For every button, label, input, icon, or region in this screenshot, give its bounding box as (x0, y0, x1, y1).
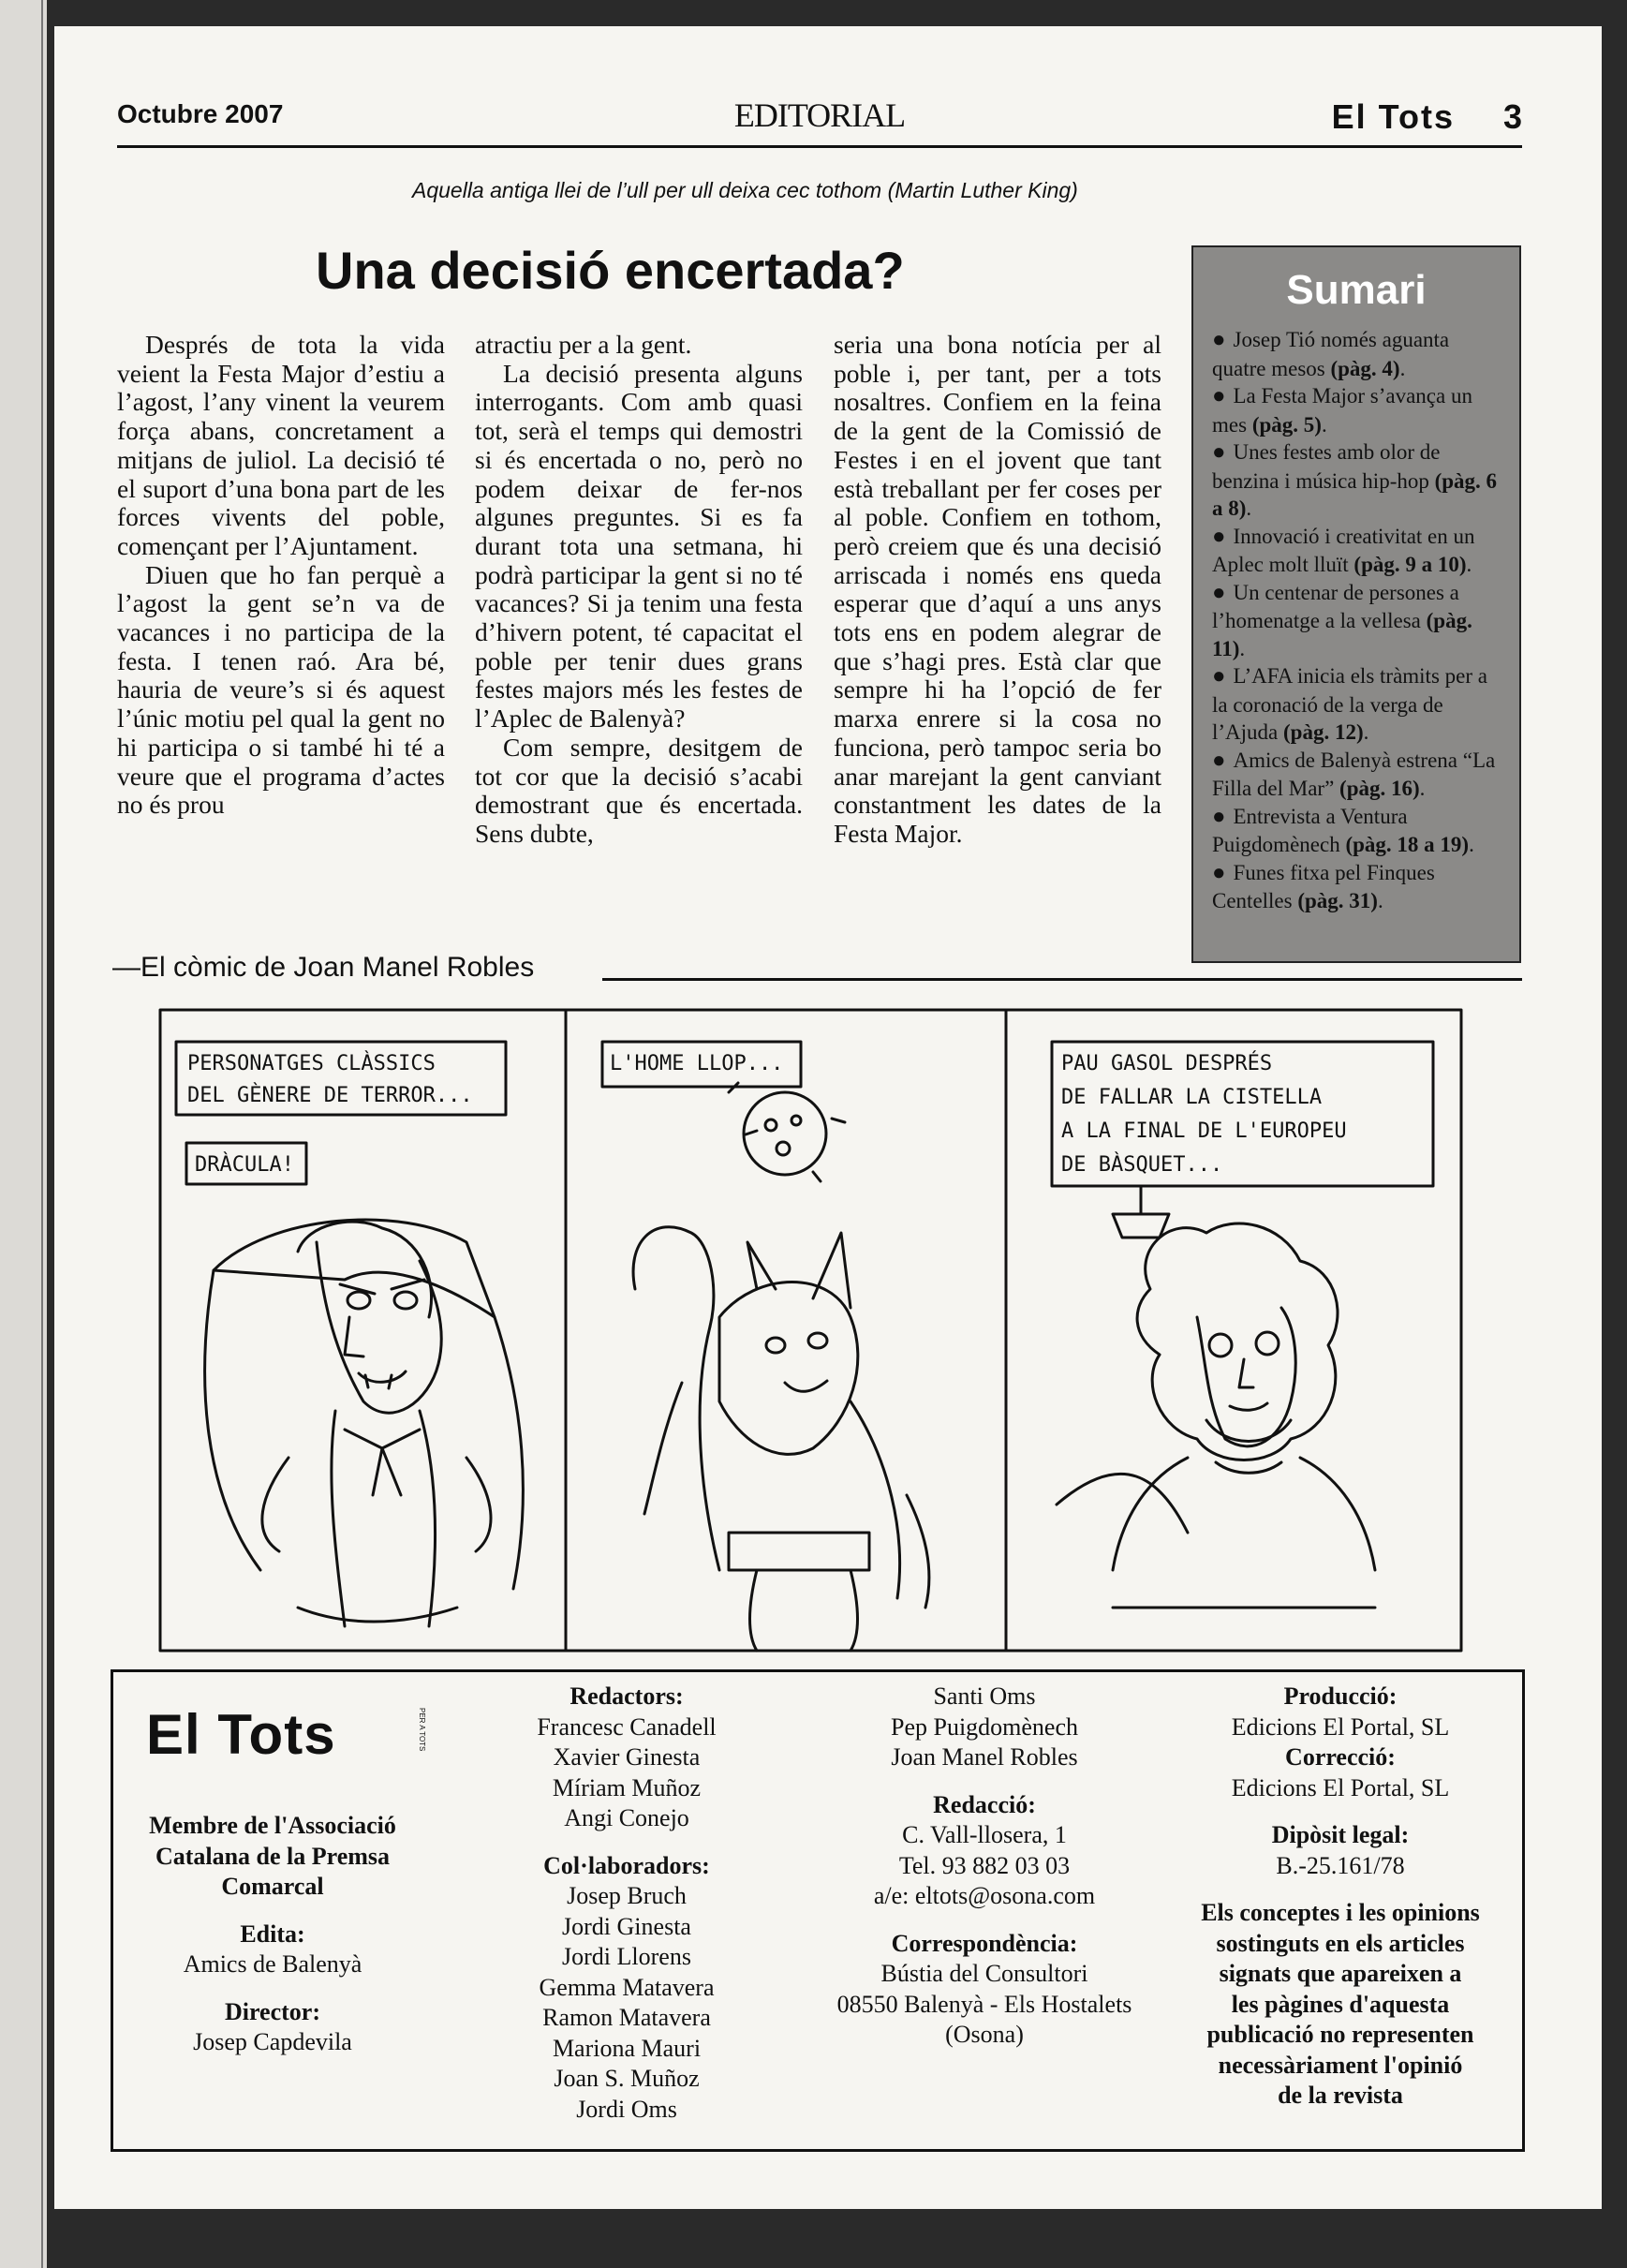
paragraph: Després de tota la vida veient la Festa Major d’estiu a l’agost, l’any vinent la veurem força abans, concretament a mitjans de juliol. La decisió té el suport d’una bona part de les forces vivents del poble, començant per l’Ajuntament. (117, 330, 445, 560)
page-number: 3 (1502, 97, 1522, 136)
magazine-logo: El Tots (146, 1703, 336, 1766)
credits-col-4: Producció: Edicions El Portal, SL Correcció: Edicions El Portal, SL Dipòsit legal: B.-25.161/78 Els conceptes i les opinions sostinguts en els articles signats que apareixen a les pàgines d'aquesta publicació no representen necessàriament l'opinió de la revista (1201, 1682, 1480, 2109)
sumari-item: ● Funes fitxa pel Finques Centelles (pàg. 31). (1212, 860, 1435, 912)
comic-caption-3a: PAU GASOL DESPRÉS (1061, 1052, 1273, 1075)
article-column-2 (475, 331, 803, 849)
sumari-item: ● La Festa Major s’avança un mes (pàg. 5). (1212, 384, 1472, 437)
credits-box (111, 1669, 1525, 2152)
epigraph-quote: Aquella antiga llei de l’ull per ull deixa cec tothom (Martin Luther King) (412, 178, 1078, 202)
dracula-drawing (205, 1220, 524, 1626)
bullet-icon: ● (1212, 328, 1226, 352)
sumari-list (1193, 326, 1519, 915)
paragraph: Com sempre, desitgem de tot cor que la decisió s’acabi demostrant que és encertada. Sens dubte, (475, 732, 803, 848)
sumari-heading: Sumari (1286, 267, 1427, 313)
page-gutter (0, 0, 47, 2268)
bullet-icon: ● (1212, 524, 1226, 549)
article-column-3 (834, 331, 1161, 849)
bullet-icon: ● (1212, 664, 1226, 689)
comic-caption-1b: DEL GÈNERE DE TERROR... (187, 1084, 473, 1107)
paragraph: La decisió presenta alguns interrogants. Com amb quasi tot, serà el temps qui demostri si és encertada o no, però no podem deixar de fer-nos algunes preguntes. Si es fa durant tota una setmana, hi podrà participar la gent si no té vacances? Si ja tenim una festa d’hivern potent, té capacitat el poble per tenir dues grans festes majors més les festes de l’Aplec de Balenyà? (475, 358, 803, 734)
comic-caption-dracula: DRÀCULA! (195, 1153, 294, 1177)
comic-caption-3b: DE FALLAR LA CISTELLA (1061, 1086, 1323, 1109)
credits-col-2: Redactors: Francesc Canadell Xavier Ginesta Míriam Muñoz Angi Conejo Col·laboradors: Josep Bruch Jordi Ginesta Jordi Llorens Gemma Matavera Ramon Matavera Mariona Mauri Joan S. Muñoz Jordi Oms (537, 1682, 717, 2123)
comic-caption-3c: A LA FINAL DE L'EUROPEU (1061, 1119, 1347, 1143)
bullet-icon: ● (1212, 860, 1226, 885)
comic-caption-3d: DE BÀSQUET... (1061, 1153, 1223, 1177)
page-header (117, 94, 1522, 142)
comic-caption-1a: PERSONATGES CLÀSSICS (187, 1052, 436, 1075)
comic-panel-2 (566, 1010, 1006, 1651)
paragraph: Diuen que ho fan perquè a l’agost la gent se’n va de vacances i no participa de la festa. I tenen raó. Ara bé, hauria de veure’s si és aquest l’únic motiu pel qual la gent no hi participa o si també hi té a veure que el programa d’actes no és prou (117, 559, 445, 820)
bullet-icon: ● (1212, 384, 1226, 408)
bullet-icon: ● (1212, 440, 1226, 465)
paragraph: atractiu per a la gent. (475, 330, 692, 359)
sumari-item: ● Un centenar de persones a l’homenatge a la vellesa (pàg. 11). (1212, 580, 1472, 660)
sumari-item: ● Unes festes amb olor de benzina i música hip-hop (pàg. 6 a 8). (1212, 440, 1498, 520)
comic-strip (157, 1008, 1464, 1654)
article-column-1 (117, 331, 445, 820)
bullet-icon: ● (1212, 804, 1226, 829)
logo-tagline: PER A TOTS (418, 1708, 426, 1752)
paragraph: seria una bona notícia per al poble i, per tant, per a tots nosaltres. Confiem en la feina de la gent de la Comissió de Festes i en el jovent que tant està treballant per fer coses per al poble. Confiem en tothom, però creiem que és una decisió arriscada i només ens queda esperar que d’aquí a uns anys tots ens en podem alegrar de que s’hagi pres. Està clar que sempre hi ha l’opció de fer marxa enrere si la cosa no funciona, però tampoc seria bo anar marejant la gent canviant constantment les dates de la Festa Major. (834, 330, 1161, 848)
sumari-item: ● Entrevista a Ventura Puigdomènech (pàg. 18 a 19). (1212, 804, 1474, 856)
bullet-icon: ● (1212, 748, 1226, 773)
issue-date: Octubre 2007 (117, 99, 284, 128)
comic-rule (602, 978, 1522, 981)
sumari-box (1191, 245, 1521, 963)
werewolf-drawing (633, 1083, 929, 1651)
article-title: Una decisió encertada? (316, 241, 905, 300)
comic-label: —El còmic de Joan Manel Robles (112, 952, 535, 983)
credits-col-3: Santi Oms Pep Puigdomènech Joan Manel Robles Redacció: C. Vall-llosera, 1 Tel. 93 882 03 03 a/e: eltots@osona.com Correspondència: Bústia del Consultori 08550 Balenyà - Els Hostalets (Osona) (836, 1682, 1132, 2048)
comic-caption-2: L'HOME LLOP... (610, 1052, 784, 1075)
header-rule (117, 145, 1522, 148)
sumari-item: ● L’AFA inicia els tràmits per a la coronació de la verga de l’Ajuda (pàg. 12). (1212, 664, 1487, 744)
sumari-item: ● Amics de Balenyà estrena “La Filla del Mar” (pàg. 16). (1212, 748, 1496, 800)
sumari-item: ● Josep Tió només aguanta quatre mesos (pàg. 4). (1212, 328, 1450, 380)
credits-col-1: Membre de l'Associació Catalana de la Premsa Comarcal Edita: Amics de Balenyà Director: Josep Capdevila (149, 1812, 396, 2055)
gasol-drawing (1057, 1186, 1375, 1608)
bullet-icon: ● (1212, 580, 1226, 605)
section-title: EDITORIAL (733, 96, 906, 134)
magazine-name: El Tots (1331, 97, 1455, 136)
sumari-item: ● Innovació i creativitat en un Aplec molt lluït (pàg. 9 a 10). (1212, 524, 1475, 576)
